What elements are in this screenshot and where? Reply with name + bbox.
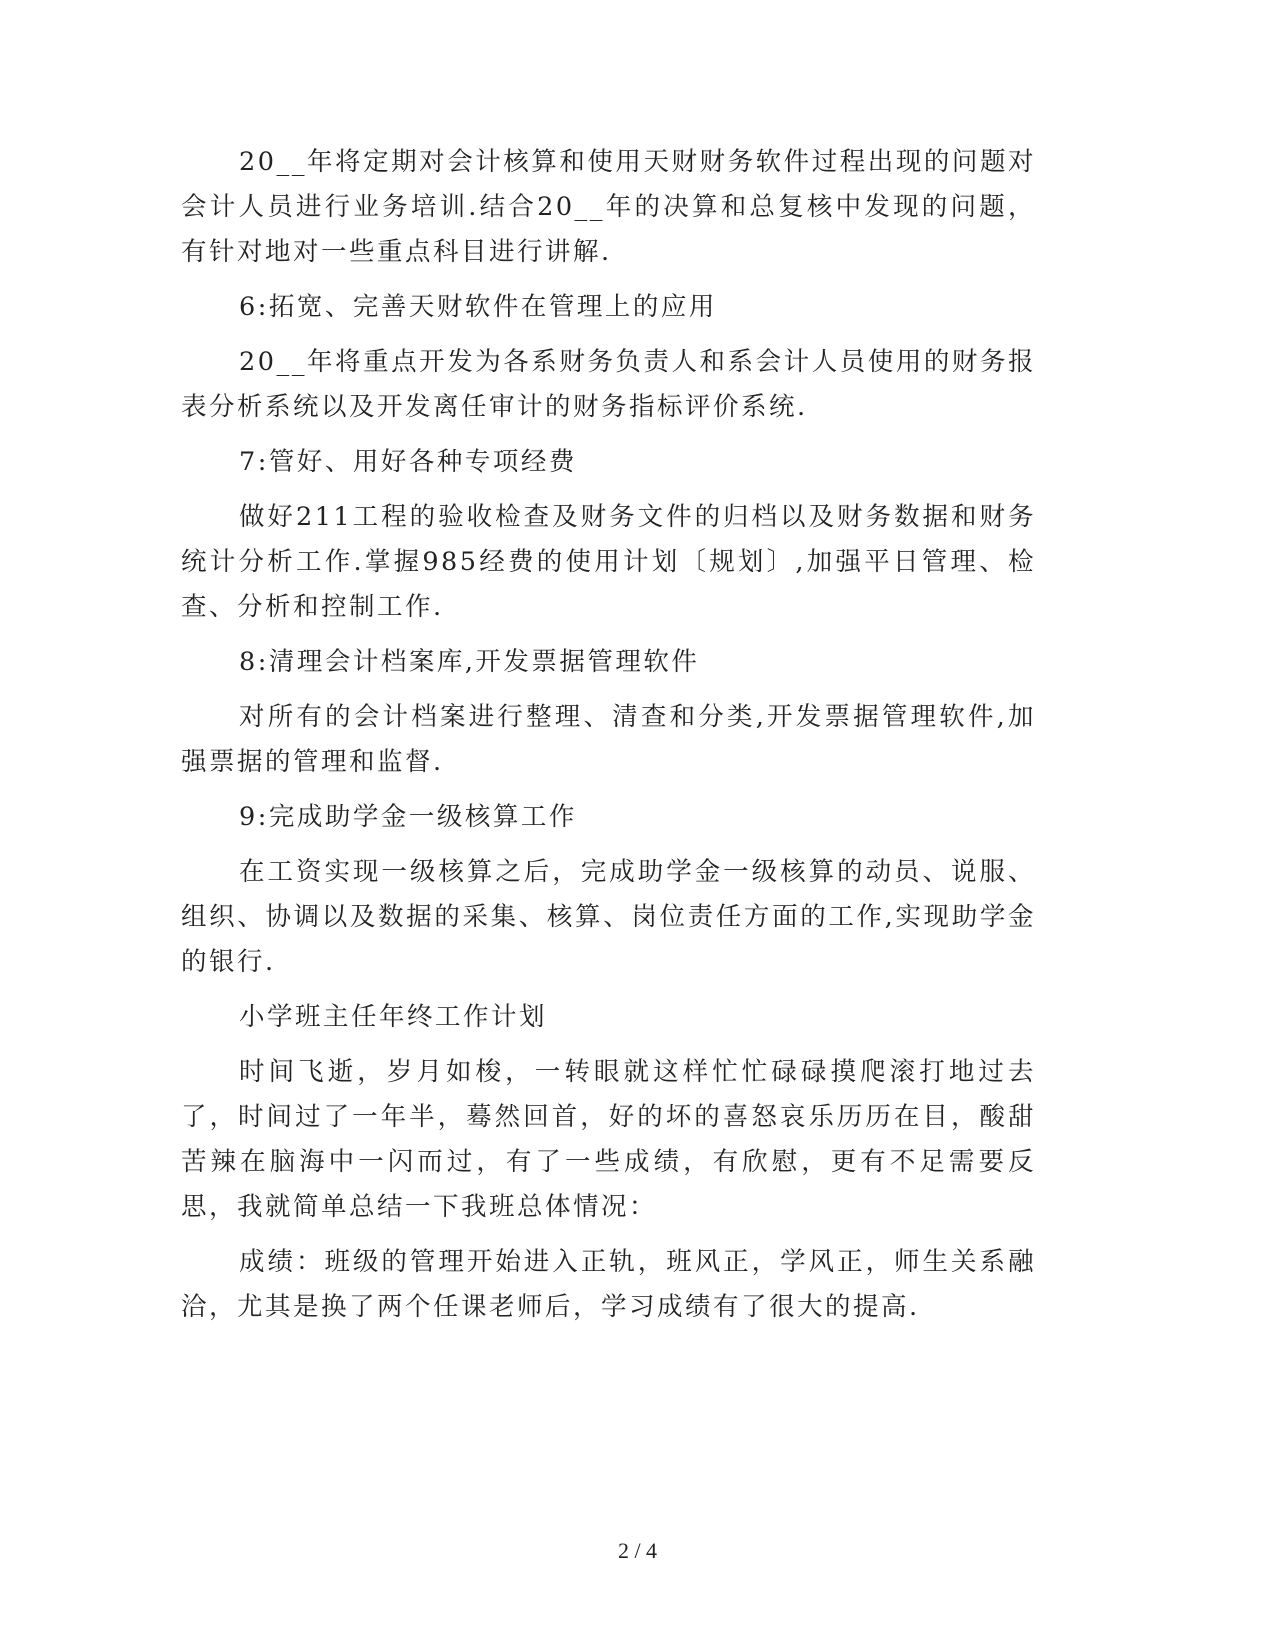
paragraph-training: 20__年将定期对会计核算和使用天财财务软件过程出现的问题对会计人员进行业务培训.结合20__年的决算和总复核中发现的问题，有针对地对一些重点科目进行讲解. bbox=[181, 147, 1036, 267]
document-body bbox=[181, 140, 1036, 1340]
paragraph-intro: 时间飞逝，岁月如梭，一转眼就这样忙忙碌碌摸爬滚打地过去了，时间过了一年半，蓦然回首，好的坏的喜怒哀乐历历在目，酸甜苦辣在脑海中一闪而过，有了一些成绩，有欣慰，更有不足需要反思，我就简单总结一下我班总体情况： bbox=[181, 1057, 1036, 1222]
heading-item-8: 8:清理会计档案库,开发票据管理软件 bbox=[239, 647, 700, 677]
heading-item-6: 6:拓宽、完善天财软件在管理上的应用 bbox=[239, 292, 717, 322]
paragraph-report-system: 20__年将重点开发为各系财务负责人和系会计人员使用的财务报表分析系统以及开发离任审计的财务指标评价系统. bbox=[181, 347, 1036, 422]
page-number: 2 / 4 bbox=[617, 1538, 658, 1563]
paragraph-achievements: 成绩：班级的管理开始进入正轨，班风正，学风正，师生关系融洽，尤其是换了两个任课老师后，学习成绩有了很大的提高. bbox=[181, 1247, 1036, 1322]
heading-item-7: 7:管好、用好各种专项经费 bbox=[239, 447, 577, 477]
section-title: 小学班主任年终工作计划 bbox=[239, 1002, 548, 1032]
paragraph-archives: 对所有的会计档案进行整理、清查和分类,开发票据管理软件,加强票据的管理和监督. bbox=[181, 702, 1036, 777]
heading-item-9: 9:完成助学金一级核算工作 bbox=[239, 802, 577, 832]
paragraph-grants: 在工资实现一级核算之后，完成助学金一级核算的动员、说服、组织、协调以及数据的采集、核算、岗位责任方面的工作,实现助学金的银行. bbox=[181, 857, 1036, 977]
paragraph-special-funds: 做好211工程的验收检查及财务文件的归档以及财务数据和财务统计分析工作.掌握985经费的使用计划〔规划〕,加强平日管理、检查、分析和控制工作. bbox=[181, 502, 1036, 622]
